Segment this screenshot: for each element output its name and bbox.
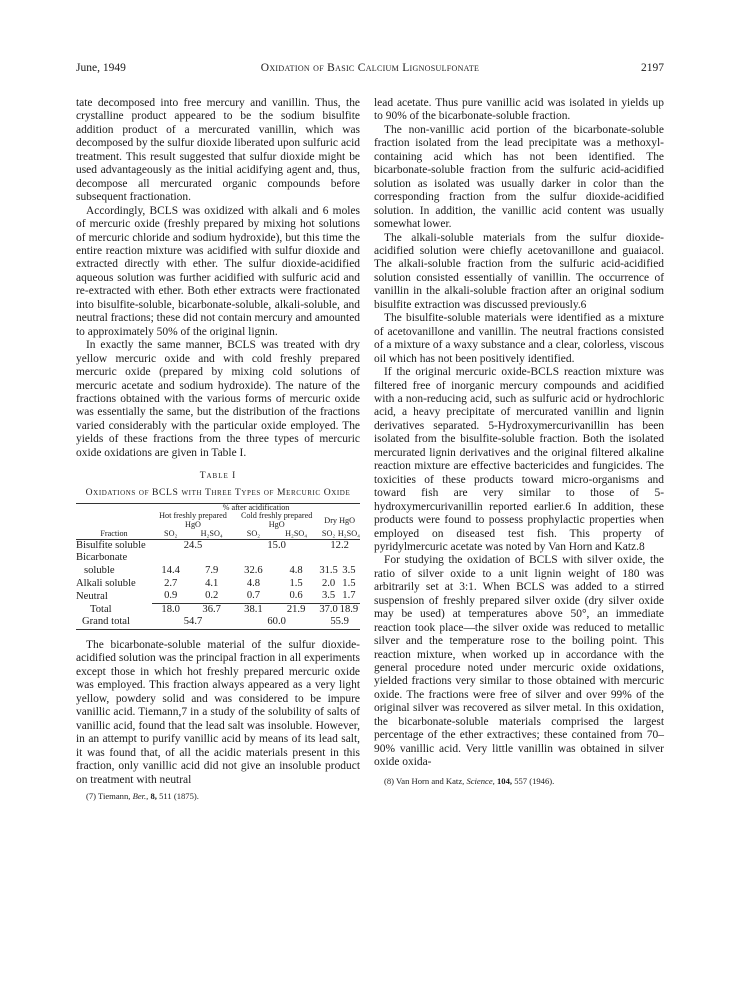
row-label: Bisulfite soluble [76,539,146,551]
footnote-author: Van Horn and Katz, [396,775,465,786]
table-row [76,590,360,603]
table-row [76,603,360,616]
table-caption: Table I [199,471,237,482]
paragraph: In exactly the same manner, BCLS was treated with dry yellow mercuric oxide and with cold freshly prepared mercuric oxide (prepared by mixing cold solutions of mercuric acetate and sodium hydroxide). The nature of the fractions obtained with the various forms of mercuric oxide was essentially the same, but the distribution of the fractions varied considerably with the particular oxide employed. The yields of these fractions from the three types of mercuric oxide oxidations are given in Table I. [76,339,360,459]
table-cell: 1.5 [289,577,303,589]
table-cell: 0.7 [246,590,261,602]
column-header: SO₂ [164,529,178,539]
footnote-volume: 104, [496,775,513,786]
group-header: Cold freshly prepared HgO [240,511,313,530]
row-label: Total [90,603,112,615]
footnote-number: (7) [86,791,97,802]
table-cell: 18.9 [339,603,359,615]
running-header [76,62,664,80]
paragraph: The bicarbonate-soluble material of the sulfur dioxide-acidified solution was the principal fraction in all experiments except those in which hot freshly prepared mercuric oxide was employed. This fraction always appeared as a very light yellow, powdery solid and was considered to be impure vanillic acid. Tiemann,7 in a study of the solubility of salts of vanillic acid, found that the lead salt was insoluble. However, in an attempt to purify vanillic acid by means of its lead salt, it was found that, of all the acidic materials present in this fraction, only vanillic acid did not give an insoluble product on treatment with neutral [76,639,360,786]
row-label: Alkali soluble [76,577,136,589]
table-cell: 1.5 [342,577,356,589]
footnote [374,776,664,787]
header-title: Oxidation of Basic Calcium Lignosulfonate [260,62,480,74]
group-header: Hot freshly prepared HgO [159,511,227,530]
table-cell: 4.1 [205,577,219,589]
table-cell: 36.7 [189,603,234,616]
table-cell: 38.1 [234,603,273,616]
footnote [76,791,360,802]
table-row [76,578,360,591]
column-header: H₂SO₄ [285,529,308,539]
table-title: Oxidations of BCLS with Three Types of Mercuric Oxide [85,486,351,498]
table-row [76,616,360,629]
table-cell: 31.5 [319,565,338,577]
header-date: June, 1949 [76,62,126,74]
table-cell: 0.9 [164,590,178,602]
table-spanner: % after acidification [152,503,360,512]
paragraph: Accordingly, BCLS was oxidized with alkali and 6 moles of mercuric oxide (freshly prepared by mixing hot solutions of mercuric chloride and sodium hydroxide), but this time the entire reaction mixture was acidified with sulfur dioxide and extracted directly with ether. The sulfur dioxide-acidified aqueous solution was further acidified with sulfuric acid and re-extracted with ether. Both ether extracts were fractionated into bisulfite-soluble, bicarbonate-soluble, alkali-soluble, and neutral fractions; these did not contain mercury and amounted to approximately 50% of the original lignin. [76,204,360,338]
table-cell: 15.0 [267,539,286,551]
table-cell: 0.2 [205,590,219,602]
paragraph: For studying the oxidation of BCLS with silver oxide, the ratio of silver oxide to a unit lignin weight of 180 was arbitrarily set at 3:1. When BCLS was added to a stirred suspension of freshly prepared silver oxide (dry silver oxide may be used) at temperatures above 50°, an immediate reaction took place—the silver oxide was reduced to metallic silver and the temperature rose to the boiling point. This reaction mixture, when worked up in accordance with the general procedure noted under mercuric oxide oxidations, yielded fractions very similar to those obtained with mercuric oxide. The fractions were free of silver and over 99% of the original silver was recovered as silver metal. In this oxidation, the bicarbonate-soluble materials comprised the largest percentage of the ether extractives; these contained from 70–90% vanillic acid. Very little vanillin was obtained in silver oxide oxida- [374,554,664,769]
footnote-journal: Science, [466,775,495,786]
table-cell: 24.5 [183,539,203,551]
footnote-pages: 511 (1875). [159,791,199,802]
footnote-author: Tiemann, [98,791,131,802]
table-cell: 7.9 [205,565,219,577]
table-cell: 2.7 [164,577,178,589]
table-row [76,552,360,565]
table-cell: 3.5 [342,565,356,577]
row-label: Neutral [76,590,108,602]
column-header: H₂SO₄ [200,529,223,539]
row-label: soluble [84,565,115,577]
column-header: H₂SO₄ [337,529,360,539]
row-label: Bicarbonate [76,552,128,564]
left-column [76,97,360,802]
table-cell: 32.6 [244,565,263,577]
table-cell: 0.6 [289,590,303,602]
table-cell: 60.0 [267,616,286,628]
row-label: Grand total [82,616,130,628]
table-cell: 4.8 [289,565,303,577]
table-cell: 54.7 [183,616,203,628]
footnote-number: (8) [384,775,395,786]
table-cell: 4.8 [246,577,261,589]
right-column [374,97,664,787]
table-cell: 12.2 [330,539,349,551]
table-cell: 55.9 [330,616,349,628]
table-cell: 2.0 [321,577,336,589]
group-header: Dry HgO [324,515,355,525]
table-cell: 18.0 [152,603,189,616]
table-row [76,539,360,552]
column-header: SO₂ [321,529,336,539]
footnote-journal: Ber., [132,791,149,802]
column-header: Fraction [100,529,128,539]
table-cell: 37.0 [319,603,338,615]
table-row [76,565,360,578]
paragraph: If the original mercuric oxide-BCLS reaction mixture was filtered free of inorganic mercury compounds and acidified with a non-reducing acid, such as sulfuric acid or hydrochloric acid, a heavy precipitate of mercurated vanillin and lignin derivatives separated. 5-Hydroxymercurivanillin has been isolated from the bisulfite-soluble fraction. Both the isolated mercurated lignin derivatives and the original filtered alkaline reaction mixture are effective bactericides and fungicides. The toxicities of these products toward micro-organisms and toward fish are very similar to those of 5-hydroxymercurivanillin reported earlier.6 In addition, these products were found to possess prophylactic properties when employed on diseased test fish. This property of pyridylmercuric acetate was noted by Van Horn and Katz.8 [374,366,664,553]
footnote-volume: 8, [150,791,157,802]
column-header: SO₂ [246,529,261,539]
paragraph: tate decomposed into free mercury and vanillin. Thus, the crystalline product appeared to be the sodium bisulfite addition product of a mercurated vanillin, which was decomposed by the sulfur dioxide liberated upon sulfuric acid treatment. This result suggested that sulfur dioxide might be used advantageously as the initial acidifying agent and, thus, decompose all mercurated organic compounds before subsequent fractionation. [76,97,360,204]
paragraph: The bisulfite-soluble materials were identified as a mixture of acetovanillone and vanillin. The neutral fractions consisted of a mixture of a waxy substance and a clear, colorless, viscous oil which has not been positively identified. [374,312,664,365]
paragraph: lead acetate. Thus pure vanillic acid was isolated in yields up to 90% of the bicarbonate-soluble fraction. [374,97,664,123]
table-cell: 21.9 [273,603,319,616]
table-cell: 3.5 [321,590,336,602]
paragraph: The non-vanillic acid portion of the bicarbonate-soluble fraction isolated from the lead precipitate was a methoxyl-containing acid which has not been identified. The bicarbonate-soluble fraction from the sulfuric acid-acidified solution as isolated was usually darker in color than the corresponding fraction from the sulfur dioxide-acidified solution. In addition, the vanillic acid content was usually somewhat lower. [374,123,664,231]
data-table [76,503,360,630]
table-cell: 14.4 [161,565,180,577]
table-cell: 1.7 [342,590,356,602]
page-number: 2197 [641,62,664,74]
footnote-pages: 557 (1946). [514,775,555,786]
paragraph: The alkali-soluble materials from the sulfur dioxide-acidified solution were chiefly acetovanillone and guaiacol. The alkali-soluble fraction from the sulfuric acid-acidified solution consisted essentially of vanillin. The occurrence of vanillin in the alkali-soluble fraction after an original sodium bisulfite extraction was discussed previously.6 [374,231,664,311]
